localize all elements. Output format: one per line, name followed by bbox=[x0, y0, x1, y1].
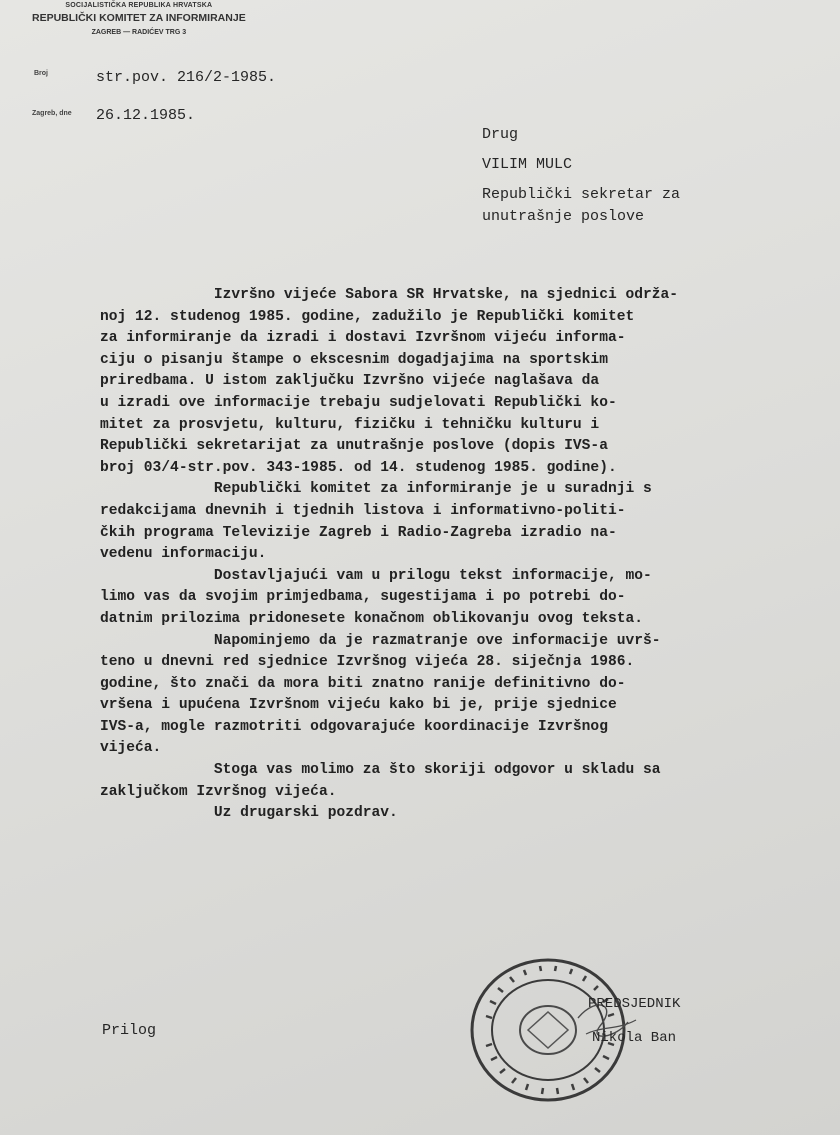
number-label: Broj bbox=[34, 70, 48, 77]
body-line: Dostavljajući vam u prilogu tekst informacije, mo- bbox=[100, 567, 652, 584]
letterhead-address: ZAGREB — RADIĆEV TRG 3 bbox=[91, 29, 187, 36]
recipient-title-line1: Republički sekretar za bbox=[482, 186, 681, 203]
body-line: broj 03/4-str.pov. 343-1985. od 14. studenog 1985. godine). bbox=[100, 459, 617, 476]
reference-number: str.pov. 216/2-1985. bbox=[96, 69, 277, 86]
date-label: Zagreb, dne bbox=[32, 110, 72, 117]
body-line: čkih programa Televizije Zagreb i Radio-Zagreba izradio na- bbox=[100, 524, 617, 541]
signatory-name: Nikola Ban bbox=[592, 1030, 677, 1046]
body-line: Izvršno vijeće Sabora SR Hrvatske, na sjednici održa- bbox=[100, 287, 679, 303]
body-line: mitet za prosvjetu, kulturu, fizičku i tehničku kulturu i bbox=[100, 416, 600, 433]
letterhead-state: SOCIJALISTIČKA REPUBLIKA HRVATSKA bbox=[65, 2, 213, 9]
body-line: IVS-a, mogle razmotriti odgovarajuće koordinacije Izvršnog bbox=[100, 718, 608, 735]
body-line: Stoga vas molimo za što skoriji odgovor u skladu sa bbox=[100, 762, 661, 779]
letterhead bbox=[32, 2, 246, 36]
body-line: Napominjemo da je razmatranje ove informacije uvrš- bbox=[100, 632, 661, 649]
recipient-name: VILIM MULC bbox=[482, 156, 573, 173]
letter-date: 26.12.1985. bbox=[96, 107, 196, 124]
body-line: vedenu informaciju. bbox=[100, 546, 267, 563]
recipient-title-line2: unutrašnje poslove bbox=[482, 208, 645, 225]
enclosure-label: Prilog bbox=[102, 1022, 157, 1039]
body-line: za informiranje da izradi i dostavi Izvršnom vijeću informa- bbox=[100, 330, 626, 347]
letter-body bbox=[100, 285, 678, 825]
letterhead-organization: REPUBLIČKI KOMITET ZA INFORMIRANJE bbox=[32, 12, 246, 24]
body-line: limo vas da svojim primjedbama, sugestijama i po potrebi do- bbox=[100, 589, 626, 606]
recipient-block bbox=[482, 126, 680, 230]
body-line: godine, što znači da mora biti znatno ranije definitivno do- bbox=[100, 675, 626, 692]
body-line: u izradi ove informacije trebaju sudjelovati Republički ko- bbox=[100, 394, 617, 411]
body-line: teno u dnevni red sjednice Izvršnog vijeća 28. siječnja 1986. bbox=[100, 654, 635, 671]
body-line: vršena i upućena Izvršnom vijeću kako bi je, prije sjednice bbox=[100, 697, 617, 714]
body-line: redakcijama dnevnih i tjednih listova i informativno-politi- bbox=[100, 502, 626, 519]
body-line: priredbama. U istom zaključku Izvršno vijeće naglašava da bbox=[100, 373, 600, 390]
body-line: Uz drugarski pozdrav. bbox=[100, 805, 398, 822]
body-line: Republički komitet za informiranje je u suradnji s bbox=[100, 481, 652, 498]
body-line: noj 12. studenog 1985. godine, zadužilo je Republički komitet bbox=[100, 308, 635, 325]
recipient-salutation: Drug bbox=[482, 126, 519, 143]
body-line: Republički sekretarijat za unutrašnje poslove (dopis IVS-a bbox=[100, 438, 608, 455]
body-line: vijeća. bbox=[100, 740, 162, 757]
body-line: ciju o pisanju štampe o ekscesnim dogadjajima na sportskim bbox=[100, 351, 608, 368]
body-line: datnim prilozima pridonesete konačnom oblikovanju ovog teksta. bbox=[100, 610, 643, 627]
signatory-role: PREDSJEDNIK bbox=[588, 996, 681, 1012]
body-line: zaključkom Izvršnog vijeća. bbox=[100, 783, 337, 800]
